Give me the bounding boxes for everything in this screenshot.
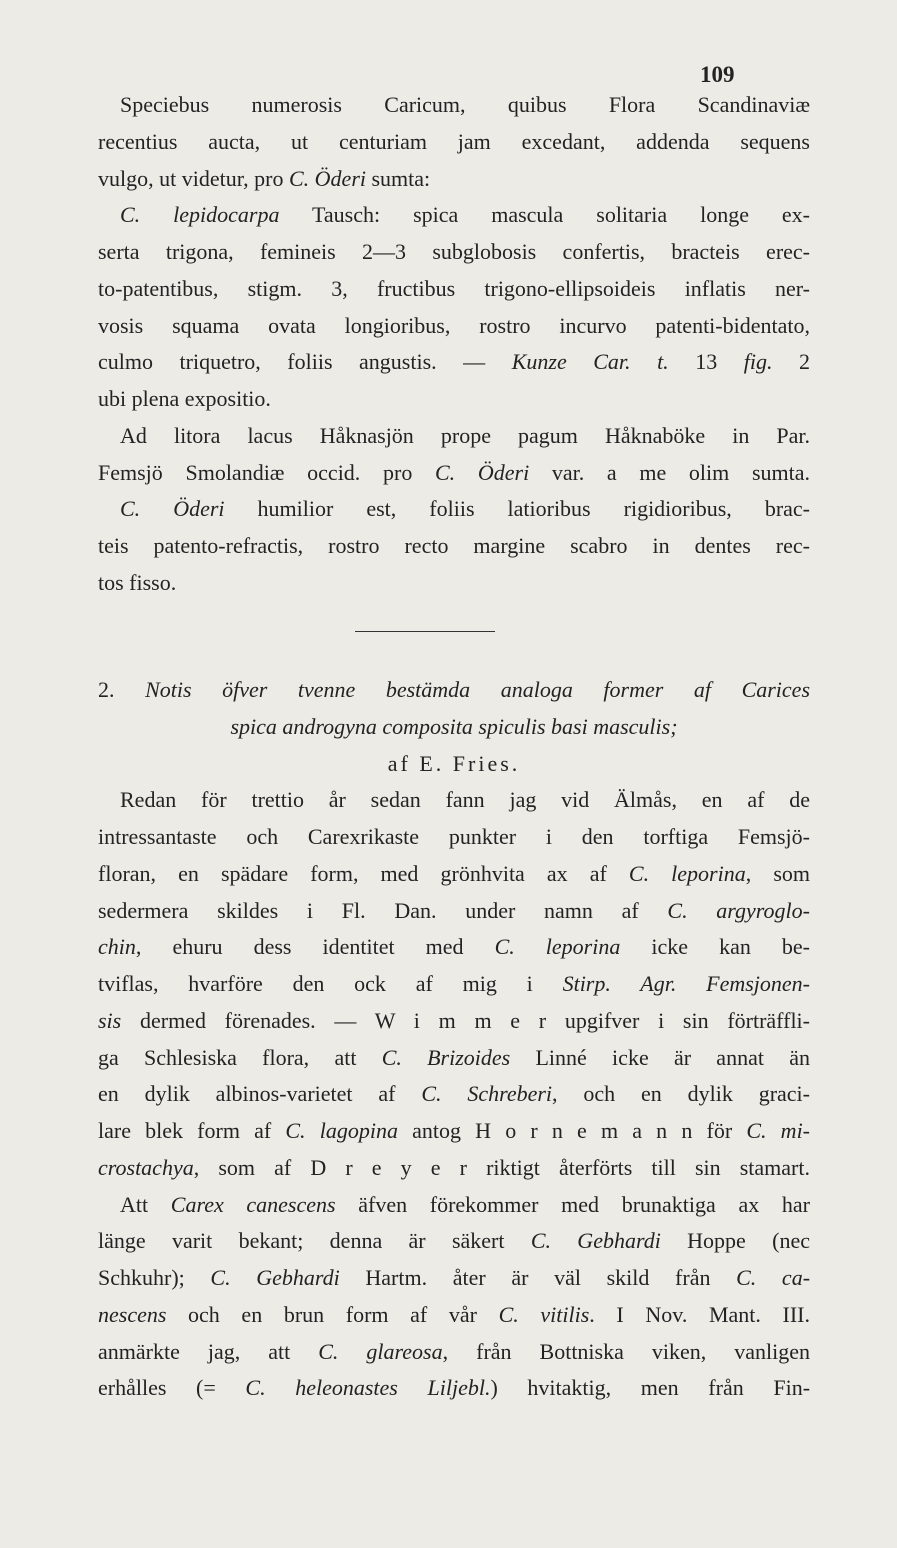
italic-text: C. glareosa: [318, 1338, 443, 1364]
text-run: tviflas, hvarföre den ock af mig i: [98, 971, 563, 996]
italic-text: C. leporina: [628, 860, 746, 886]
text-line: [98, 1370, 810, 1407]
species-description-section: [98, 87, 810, 602]
italic-text: C. Gebhardi: [210, 1265, 340, 1290]
text-run: Fries.: [452, 750, 521, 776]
text-run: , som: [745, 860, 810, 886]
text-run: 13: [668, 349, 744, 375]
italic-text: C. Schreberi: [421, 1081, 553, 1107]
text-line: [98, 565, 810, 602]
text-run: , från Bottniska viken, vanligen: [442, 1338, 811, 1364]
text-line: [98, 124, 810, 161]
text-line: [98, 782, 810, 819]
italic-text: C. heleonastes Liljebl.: [245, 1375, 491, 1401]
text-run: sedermera skildes i Fl. Dan. under namn af: [98, 897, 668, 923]
text-run: 2.: [98, 677, 146, 702]
text-line: [98, 381, 810, 418]
italic-text: C. vitilis: [498, 1301, 590, 1327]
italic-text: Carex canescens: [170, 1191, 336, 1217]
text-run: culmo triquetro, foliis angustis. —: [98, 349, 512, 375]
text-run: sumta:: [366, 165, 431, 191]
text-line: [98, 528, 810, 565]
text-run: var. a me olim sumta.: [529, 459, 811, 485]
text-line: [98, 1003, 810, 1040]
text-line: [98, 197, 810, 234]
text-run: , som af D r e y e r riktigt återförts till sin stamart.: [193, 1154, 810, 1180]
text-run: , ehuru dess identitet med: [135, 934, 495, 960]
text-line: [98, 672, 810, 709]
text-line: [98, 1150, 810, 1187]
text-line: [98, 893, 810, 930]
text-run: ) hvitaktig, men från Fin-: [490, 1375, 811, 1401]
text-run: . I Nov. Mant. III.: [589, 1301, 810, 1327]
text-run: serta trigona, femineis 2—3 subglobosis confertis, bracteis erec-: [98, 239, 810, 264]
text-line: [98, 271, 810, 308]
text-run: Linné icke är annat än: [510, 1044, 810, 1070]
text-run: Redan för trettio år sedan fann jag vid Älmås, en af de: [120, 787, 810, 813]
text-run: äfven förekommer med brunaktiga ax har: [335, 1191, 810, 1217]
italic-text: C. lepidocarpa: [120, 202, 280, 228]
italic-text: C. Gebhardi: [530, 1228, 661, 1254]
italic-text: C. leporina: [494, 934, 621, 960]
text-run: Ad litora lacus Håknasjön prope pagum Håknaböke in Par.: [120, 422, 810, 448]
text-line: [98, 87, 810, 124]
text-run: icke kan be-: [620, 934, 810, 960]
text-line: [98, 491, 810, 528]
italic-text: Kunze Car. t.: [511, 349, 669, 375]
text-run: , och en dylik graci-: [552, 1081, 810, 1107]
italic-text: Stirp. Agr. Femsjonen-: [562, 971, 810, 996]
text-line: [98, 1334, 810, 1371]
italic-text: C. Brizoides: [381, 1044, 511, 1070]
text-line: [98, 1113, 810, 1150]
text-line: [98, 234, 810, 271]
italic-text: C. ca-: [736, 1265, 811, 1290]
text-run: intressantaste och Carexrikaste punkter i den torftiga Femsjö-: [98, 824, 810, 849]
text-line: [98, 1223, 810, 1260]
italic-text: fig.: [743, 349, 773, 375]
italic-text: spica androgyna composita spiculis basi masculis;: [230, 713, 678, 739]
italic-text: chin: [98, 934, 136, 960]
text-line: [98, 709, 810, 746]
text-run: erhålles (=: [98, 1375, 246, 1401]
text-line: [98, 1260, 810, 1297]
text-line: [98, 455, 810, 492]
text-run: ubi plena expositio.: [98, 386, 271, 411]
text-line: [98, 1076, 810, 1113]
text-run: ga Schlesiska flora, att: [98, 1044, 382, 1070]
text-run: 2: [772, 349, 811, 375]
text-run: och en brun form af vår: [166, 1301, 499, 1327]
notes-article-section: [98, 672, 810, 1407]
text-run: to-patentibus, stigm. 3, fructibus trigono-ellipsoideis inflatis ner-: [98, 275, 810, 301]
text-run: vosis squama ovata longioribus, rostro incurvo patenti-bidentato,: [98, 312, 810, 338]
text-run: Tausch: spica mascula solitaria longe ex-: [279, 202, 810, 228]
text-line: [98, 1187, 810, 1224]
text-line: [98, 418, 810, 455]
text-run: Speciebus numerosis Caricum, quibus Flora Scandinaviæ: [120, 92, 810, 117]
text-run: lare blek form af: [98, 1118, 286, 1143]
text-run: Hoppe (nec: [660, 1228, 810, 1254]
text-run: teis patento-refractis, rostro recto margine scabro in dentes rec-: [98, 533, 810, 558]
text-line: [98, 929, 810, 966]
text-line: [98, 819, 810, 856]
italic-text: nescens: [98, 1301, 167, 1327]
text-run: floran, en spädare form, med grönhvita ax af: [98, 860, 629, 886]
text-run: dermed förenades. — W i m m e r upgifver i sin förträffli-: [121, 1007, 810, 1033]
italic-text: Notis öfver tvenne bestämda analoga former af Carices: [145, 677, 811, 702]
italic-text: C. Öderi: [435, 459, 530, 485]
text-run: anmärkte jag, att: [98, 1338, 319, 1364]
page-number: 109: [700, 62, 735, 87]
text-line: [98, 1040, 810, 1077]
text-run: Schkuhr);: [98, 1265, 211, 1290]
italic-text: C. mi-: [746, 1118, 811, 1143]
text-line: [98, 308, 810, 345]
text-run: Hartm. åter är väl skild från: [339, 1265, 737, 1290]
text-line: [98, 161, 810, 198]
text-run: en dylik albinos-varietet af: [98, 1081, 422, 1107]
italic-text: C. Öderi: [120, 496, 225, 522]
text-run: Att: [120, 1191, 171, 1217]
text-line: [98, 1297, 810, 1334]
section-divider: [355, 631, 495, 632]
italic-text: crostachya: [98, 1154, 194, 1180]
text-run: tos fisso.: [98, 569, 177, 595]
text-run: af E.: [387, 750, 453, 776]
text-run: humilior est, foliis latioribus rigidioribus, brac-: [224, 496, 810, 522]
text-line: [98, 966, 810, 1003]
text-line: [98, 344, 810, 381]
text-run: recentius aucta, ut centuriam jam excedant, addenda sequens: [98, 128, 810, 154]
text-run: antog H o r n e m a n n för: [397, 1118, 747, 1143]
italic-text: C. lagopina: [285, 1118, 398, 1143]
italic-text: C. argyroglo-: [667, 897, 810, 923]
italic-text: C. Öderi: [289, 165, 366, 191]
text-run: länge varit bekant; denna är säkert: [98, 1228, 531, 1254]
text-run: Femsjö Smolandiæ occid. pro: [98, 459, 435, 485]
italic-text: sis: [98, 1007, 122, 1033]
text-run: vulgo, ut videtur, pro: [98, 165, 289, 191]
text-line: [98, 856, 810, 893]
text-line: [98, 746, 810, 783]
